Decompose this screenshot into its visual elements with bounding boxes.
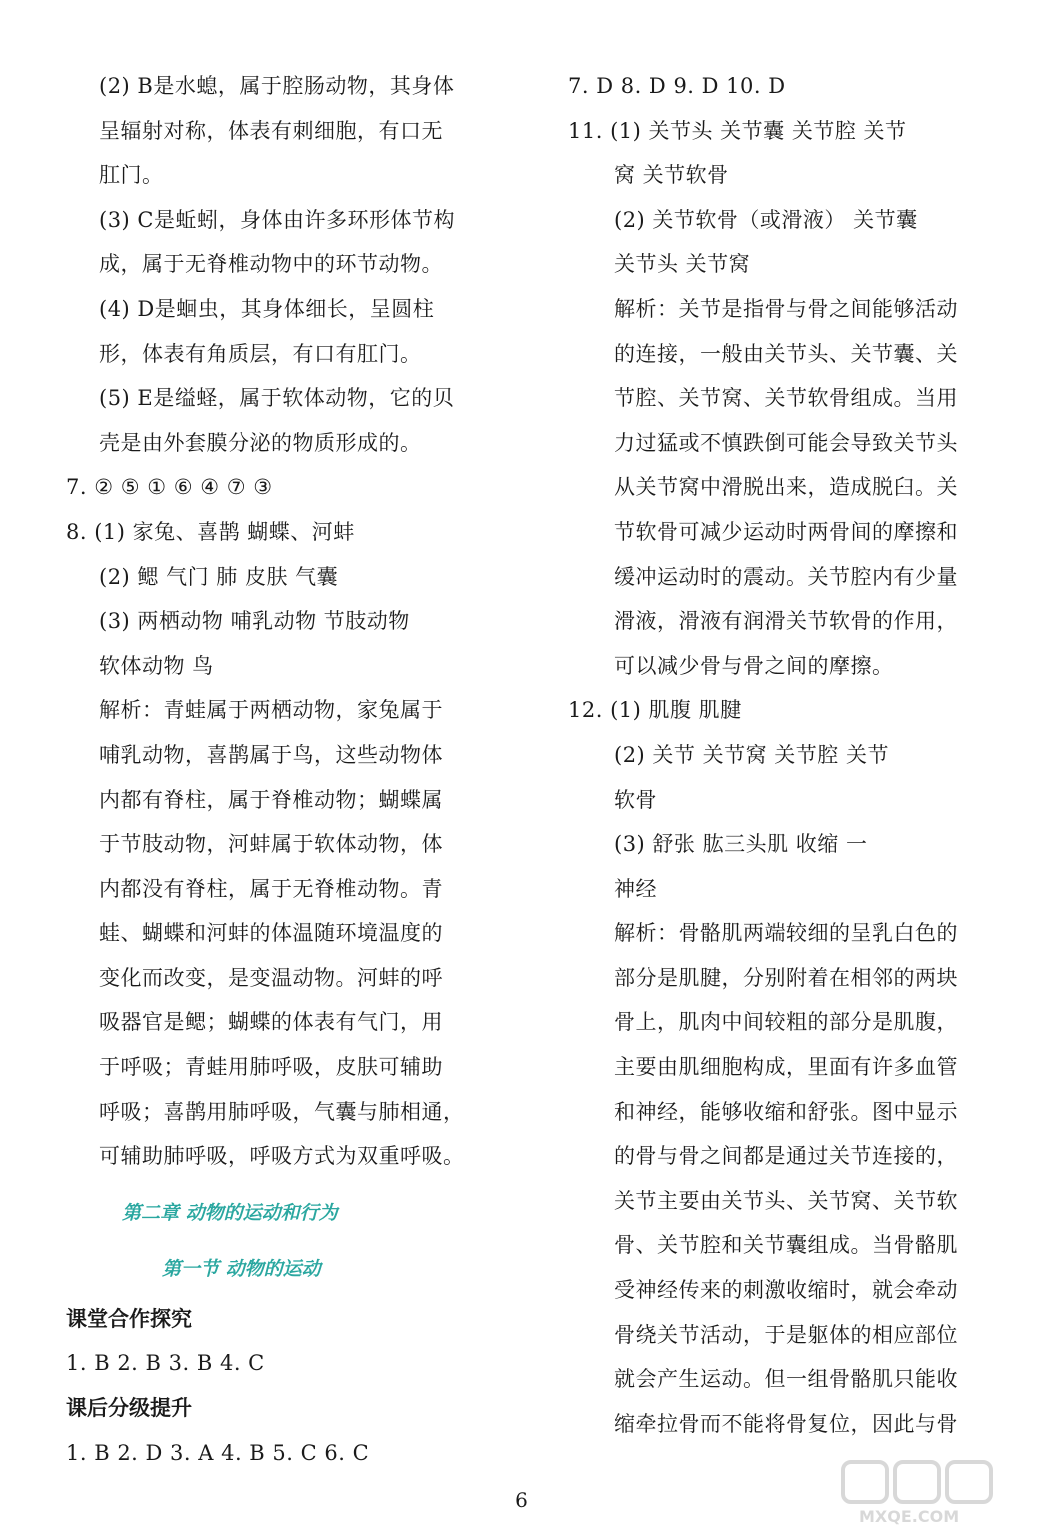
answer-line: 可以减少骨与骨之间的摩擦。: [614, 653, 894, 678]
answer-line: 关节头 关节窝: [614, 252, 751, 277]
left-answer-lines: [66, 64, 494, 1179]
answer-line: 和神经，能够收缩和舒张。图中显示: [614, 1099, 958, 1124]
section-title: 第一节 动物的运动: [162, 1257, 321, 1280]
answer-line: 11. (1) 关节头 关节囊 关节腔 关节: [568, 118, 907, 143]
answer-line: (2) 关节 关节窝 关节腔 关节: [614, 742, 889, 767]
answer-line: 呼吸；喜鹊用肺呼吸，气囊与肺相通，: [99, 1099, 465, 1124]
answer-line: (2) B是水螅，属于腔肠动物，其身体: [99, 74, 455, 98]
answer-line: 变化而改变，是变温动物。河蚌的呼: [99, 965, 443, 990]
answer-line: 于节肢动物，河蚌属于软体动物，体: [99, 832, 443, 857]
answer-line: 8. (1) 家兔、喜鹊 蝴蝶、河蚌: [66, 519, 355, 544]
answer-line: 骨绕关节活动，于是躯体的相应部位: [614, 1322, 958, 1347]
answer-line: 骨、关节腔和关节囊组成。当骨骼肌: [614, 1233, 958, 1258]
answer-line: 蛙、蝴蝶和河蚌的体温随环境温度的: [99, 921, 443, 946]
answer-line: 1. B 2. D 3. A 4. B 5. C 6. C: [66, 1440, 370, 1465]
watermark-text: MXQE.COM: [859, 1507, 960, 1526]
answer-line: 12. (1) 肌腹 肌腱: [568, 698, 742, 723]
answer-line: 关节主要由关节头、关节窝、关节软: [614, 1188, 958, 1213]
answer-line: (3) 两栖动物 哺乳动物 节肢动物: [99, 609, 410, 634]
answer-line: 1. B 2. B 3. B 4. C: [66, 1351, 265, 1376]
answer-line: 呈辐射对称，体表有刺细胞，有口无: [99, 118, 443, 143]
answer-line: 解析：骨骼肌两端较细的呈乳白色的: [614, 921, 958, 946]
answer-line: 解析：青蛙属于两栖动物，家兔属于: [99, 698, 443, 723]
answer-line: 成，属于无脊椎动物中的环节动物。: [99, 252, 443, 277]
answer-line: (2) 关节软骨（或滑液） 关节囊: [614, 207, 918, 232]
section-answers: [66, 1297, 494, 1475]
answer-line: (3) 舒张 肱三头肌 收缩 一: [614, 832, 868, 857]
answer-line: 于呼吸；青蛙用肺呼吸，皮肤可辅助: [99, 1055, 443, 1080]
answer-line: 主要由肌细胞构成，里面有许多血管: [614, 1055, 958, 1080]
answer-line: 壳是由外套膜分泌的物质形成的。: [99, 430, 422, 455]
answer-line: 内都没有脊柱，属于无脊椎动物。青: [99, 876, 443, 901]
answer-line: 7. D 8. D 9. D 10. D: [568, 74, 786, 98]
page-number: 6: [515, 1488, 528, 1512]
answer-line: 内都有脊柱，属于脊椎动物；蝴蝶属: [99, 787, 443, 812]
answer-line: 就会产生运动。但一组骨骼肌只能收: [614, 1367, 958, 1392]
right-answer-lines: [568, 64, 996, 1446]
answer-line: 骨上，肌肉中间较粗的部分是肌腹，: [614, 1010, 958, 1035]
answer-line: 缓冲运动时的震动。关节腔内有少量: [614, 564, 958, 589]
answer-line: (2) 鳃 气门 肺 皮肤 气囊: [99, 564, 339, 589]
left-column: [66, 64, 494, 1475]
answer-line: 窝 关节软骨: [614, 163, 729, 188]
answer-line: 节腔、关节窝、关节软骨组成。当用: [614, 386, 958, 411]
section-heading: 课堂合作探究: [66, 1306, 192, 1331]
answer-line: 的骨与骨之间都是通过关节连接的，: [614, 1144, 958, 1169]
answer-line: 软骨: [614, 787, 657, 812]
answer-line: 哺乳动物，喜鹊属于鸟，这些动物体: [99, 742, 443, 767]
answer-line: 滑液，滑液有润滑关节软骨的作用，: [614, 609, 958, 634]
answer-line: 节软骨可减少运动时两骨间的摩擦和: [614, 519, 958, 544]
answer-line: 肛门。: [99, 163, 164, 188]
section-heading: 课后分级提升: [66, 1396, 192, 1421]
answer-line: (5) E是缢蛏，属于软体动物，它的贝: [99, 386, 455, 411]
answer-line: 力过猛或不慎跌倒可能会导致关节头: [614, 430, 958, 455]
answer-line: 形，体表有角质层，有口有肛门。: [99, 341, 422, 366]
answer-line: 吸器官是鳃；蝴蝶的体表有气门，用: [99, 1010, 443, 1035]
right-column: [568, 64, 996, 1446]
answer-line: 缩牵拉骨而不能将骨复位，因此与骨: [614, 1411, 958, 1436]
answer-line: 部分是肌腱，分别附着在相邻的两块: [614, 965, 958, 990]
answer-line: 解析：关节是指骨与骨之间能够活动: [614, 296, 958, 321]
answer-line: 神经: [614, 876, 657, 901]
answer-line: 受神经传来的刺激收缩时，就会牵动: [614, 1278, 958, 1303]
chapter-title: 第二章 动物的运动和行为: [122, 1201, 338, 1224]
answer-line: 的连接，一般由关节头、关节囊、关: [614, 341, 958, 366]
answer-line: (3) C是蚯蚓，身体由许多环形体节构: [99, 207, 455, 232]
answer-line: 软体动物 鸟: [99, 653, 214, 678]
answer-line: (4) D是蛔虫，其身体细长，呈圆柱: [99, 296, 435, 321]
answer-line: 7. ② ⑤ ① ⑥ ④ ⑦ ③: [66, 475, 273, 500]
answer-line: 可辅助肺呼吸，呼吸方式为双重呼吸。: [99, 1144, 465, 1169]
answer-line: 从关节窝中滑脱出来，造成脱臼。关: [614, 475, 958, 500]
